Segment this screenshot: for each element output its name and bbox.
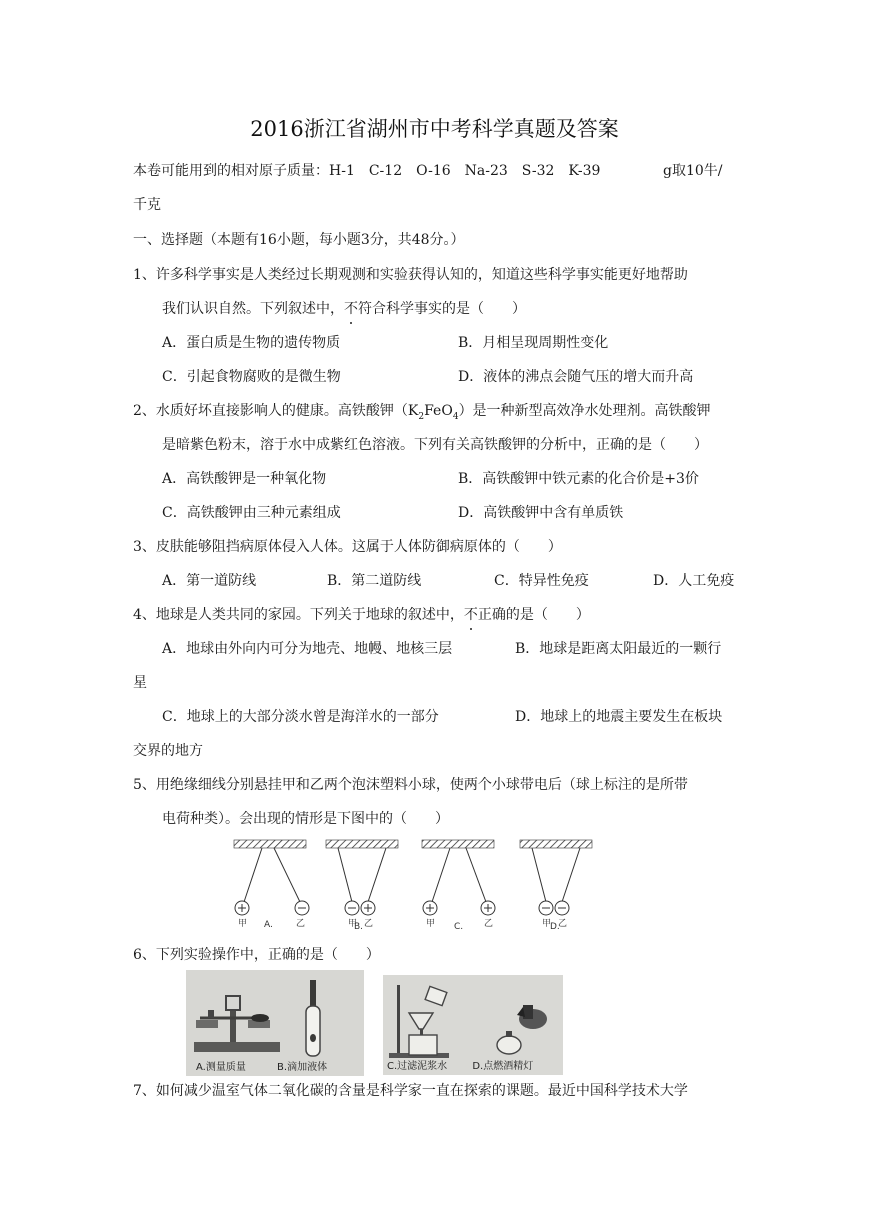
q2-stem-line1 [133,400,711,422]
q5-stem-line1: 5、用绝缘细线分别悬挂甲和乙两个泡沫塑料小球，使两个小球带电后（球上标注的是所带 [133,777,688,793]
q5-label-c: C. [454,922,464,932]
q6-photo-cd [383,975,563,1075]
q5-figure [222,836,600,932]
q4-option-b-wrap: 星 [133,675,147,691]
q3-option-d: D．人工免疫 [653,573,735,589]
q3-option-c: C．特异性免疫 [494,573,589,589]
q5-d-left-name: 甲 [542,919,552,929]
q5-a-left-name: 甲 [238,919,248,929]
q6-caption-ab [186,1058,364,1073]
q4-option-d: D．地球上的地震主要发生在板块 [515,709,723,725]
section-heading: 一、选择题（本题有16小题，每小题3分，共48分。） [133,232,465,248]
q5-b-left-name: 甲 [348,919,358,929]
q5-c-left-name: 甲 [426,919,436,929]
q3-stem: 3、皮肤能够阻挡病原体侵入人体。这属于人体防御病原体的（ ） [133,539,562,555]
q5-a-right-name: 乙 [296,919,306,929]
q5-b-right-name: 乙 [364,919,374,929]
q4-option-b: B．地球是距离太阳最近的一颗行 [515,641,722,657]
q6-caption-b: B.滴加液体 [277,1062,328,1073]
q1-stem-line1: 1、许多科学事实是人类经过长期观测和实验获得认知的，知道这些科学事实能更好地帮助 [133,267,688,283]
q1-stem-line2 [162,298,526,318]
q1-option-d: D．液体的沸点会随气压的增大而升高 [458,369,694,385]
q7-stem: 7、如何减少温室气体二氧化碳的含量是科学家一直在探索的课题。最近中国科学技术大学 [133,1083,688,1099]
q6-caption-a: A.测量质量 [196,1062,246,1073]
q1-option-c: C．引起食物腐败的是微生物 [162,369,341,385]
q1-option-a: A．蛋白质是生物的遗传物质 [162,335,341,351]
q4-stem-part2: 正确的是（ ） [477,607,590,623]
q4-stem [133,604,590,624]
q5-label-d: D. [550,922,560,932]
q6-caption-cd [383,1057,563,1072]
q2-stem-line2: 是暗紫色粉末，溶于水中成紫红色溶液。下列有关高铁酸钾的分析中，正确的是（ ） [162,437,708,453]
q4-option-d-wrap: 交界的地方 [133,743,203,759]
q4-stem-part1: 4、地球是人类共同的家园。下列关于地球的叙述中， [133,607,464,623]
q5-diagram-a [234,840,309,915]
q5-stem-line2: 电荷种类）。会出现的情形是下图中的（ ） [162,811,449,827]
q3-option-b: B．第二道防线 [327,573,422,589]
q2-option-c: C．高铁酸钾由三种元素组成 [162,505,341,521]
q2-subscript-k: 2 [418,411,425,422]
q1-option-b: B．月相呈现周期性变化 [458,335,609,351]
q6-caption-d: D.点燃酒精灯 [472,1061,534,1072]
q6-photo-ab [186,970,364,1076]
q2-option-d: D．高铁酸钾中含有单质铁 [458,505,624,521]
q1-stem-part1: 我们认识自然。下列叙述中， [162,301,344,317]
q1-emphasis-not: 不 [344,298,358,318]
q5-d-right-name: 乙 [558,919,568,929]
q4-option-c: C．地球上的大部分淡水曾是海洋水的一部分 [162,709,439,725]
q3-option-a: A．第一道防线 [162,573,257,589]
q5-diagram-b [326,840,398,915]
q2-subscript-o: 4 [452,411,459,422]
q5-diagram-d [520,840,592,915]
q6-stem: 6、下列实验操作中，正确的是（ ） [133,947,380,963]
q5-diagram-c [422,840,495,915]
gravity-note: g取10牛/ [663,163,723,179]
q2-option-a: A．高铁酸钾是一种氧化物 [162,471,327,487]
q1-stem-part2: 符合科学事实的是（ ） [358,301,526,317]
q5-c-right-name: 乙 [484,919,494,929]
q5-label-a: A. [264,920,273,930]
atomic-mass-note: 本卷可能用到的相对原子质量：H-1 C-12 O-16 Na-23 S-32 K-39 [133,163,601,179]
q2-option-b: B．高铁酸钾中铁元素的化合价是+3价 [458,471,699,487]
q5-label-b: B. [354,922,364,932]
q4-emphasis-not: 不 [464,604,478,624]
page-title: 2016浙江省湖州市中考科学真题及答案 [250,117,619,141]
q2-stem-part1: 2、水质好坏直接影响人的健康。高铁酸钾（K [133,403,419,419]
q2-stem-part2: ）是一种新型高效净水处理剂。高铁酸钾 [458,403,711,419]
q6-caption-c: C.过滤泥浆水 [387,1061,448,1072]
gravity-note-unit: 千克 [133,197,161,213]
q2-formula-feo: FeO [424,403,453,419]
q4-option-a: A．地球由外向内可分为地壳、地幔、地核三层 [162,641,453,657]
